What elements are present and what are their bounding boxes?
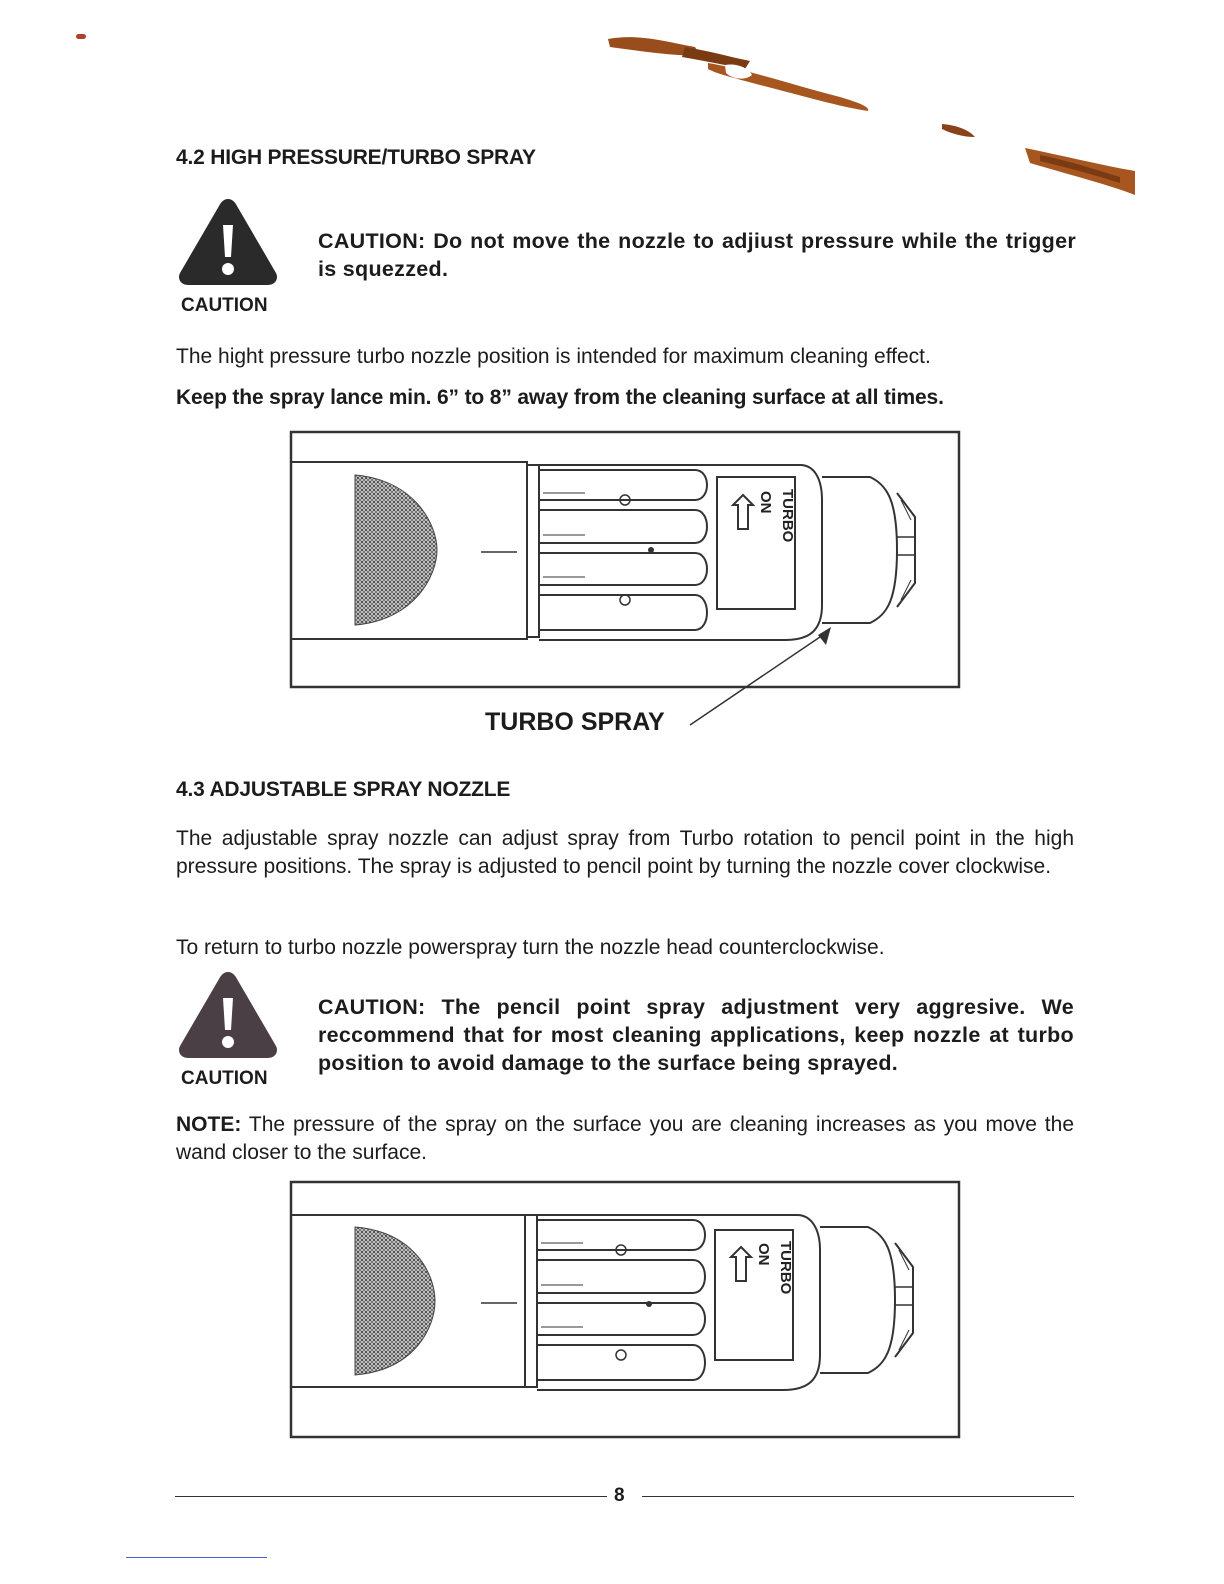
on-label: ON bbox=[755, 1243, 772, 1266]
turbo-label: TURBO bbox=[779, 489, 796, 543]
turbo-spray-callout: TURBO SPRAY bbox=[485, 708, 665, 736]
note-label: NOTE: bbox=[176, 1113, 242, 1136]
footer-rule-left bbox=[175, 1496, 607, 1497]
paragraph-return-turbo: To return to turbo nozzle powerspray turn the nozzle head counterclockwise. bbox=[176, 936, 885, 959]
paragraph-turbo-intro: The hight pressure turbo nozzle position is intended for maximum cleaning effect. bbox=[176, 345, 931, 368]
scan-artifact-line bbox=[126, 1557, 267, 1558]
section-heading-4-2: 4.2 HIGH PRESSURE/TURBO SPRAY bbox=[176, 146, 536, 169]
turbo-label: TURBO bbox=[777, 1241, 794, 1295]
on-label: ON bbox=[757, 491, 774, 514]
caution-label: CAUTION bbox=[181, 295, 268, 316]
footer-rule-right bbox=[642, 1496, 1074, 1497]
paragraph-distance-warning: Keep the spray lance min. 6” to 8” away from the cleaning surface at all times. bbox=[176, 386, 944, 409]
stain-decoration bbox=[600, 25, 1140, 210]
caution-label: CAUTION bbox=[181, 1068, 268, 1089]
nozzle-diagram-turbo bbox=[285, 425, 965, 740]
caution-text-2: CAUTION: The pencil point spray adjustment very aggresive. We reccommend that for most cleaning applications, keep nozzle at turbo position to avoid damage to the surface being sprayed. bbox=[318, 995, 1074, 1075]
note-paragraph bbox=[176, 1111, 1074, 1167]
warning-triangle-icon bbox=[176, 195, 280, 287]
note-text: The pressure of the spray on the surface you are cleaning increases as you move the wand closer to the surface. bbox=[176, 1113, 1074, 1164]
stain-dot bbox=[76, 34, 86, 39]
paragraph-adjustable-nozzle: The adjustable spray nozzle can adjust spray from Turbo rotation to pencil point in the high pressure positions. The spray is adjusted to pencil point by turning the nozzle cover clockwise. bbox=[176, 827, 1074, 878]
caution-block-2 bbox=[176, 968, 286, 1093]
nozzle-diagram-adjustable bbox=[285, 1175, 965, 1445]
warning-triangle-icon bbox=[176, 968, 280, 1060]
caution-text-1: CAUTION: Do not move the nozzle to adjiust pressure while the trigger is squezzed. bbox=[318, 229, 1076, 281]
caution-block-1 bbox=[176, 195, 286, 320]
section-heading-4-3: 4.3 ADJUSTABLE SPRAY NOZZLE bbox=[176, 778, 511, 801]
page-number: 8 bbox=[614, 1485, 625, 1506]
